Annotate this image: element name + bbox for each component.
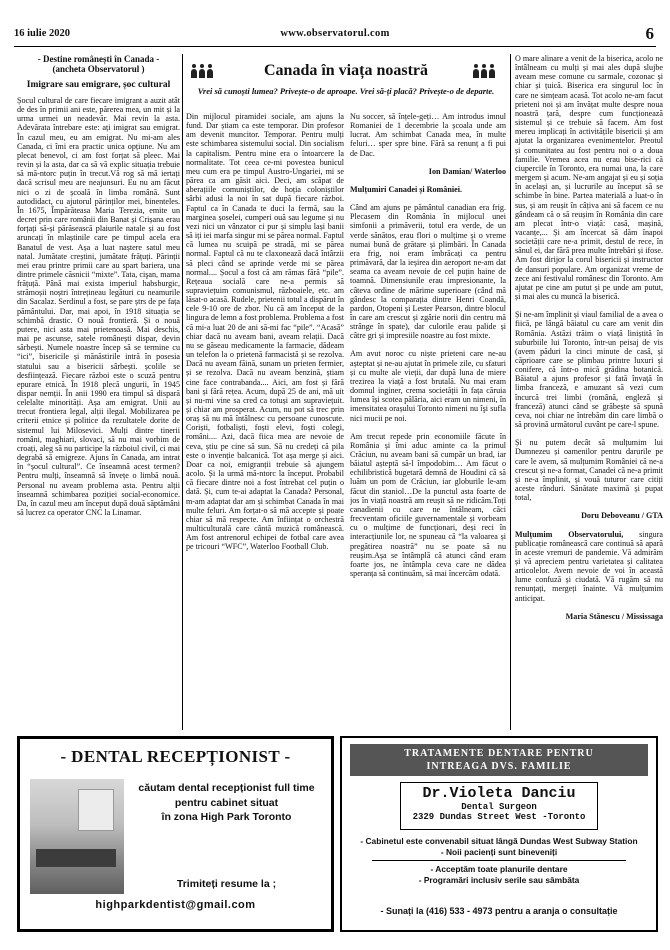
clinic-address: 2329 Dundas Street West -Toronto bbox=[412, 812, 586, 822]
feature-line: - Cabinetul este convenabil situat lângă Dundas West Subway Station bbox=[360, 836, 638, 846]
feature-line: - Acceptăm toate planurile dentare bbox=[430, 864, 568, 875]
ad-line: pentru cabinet situat bbox=[174, 796, 279, 809]
dental-receptionist-ad bbox=[17, 736, 334, 932]
article-body: Din mijlocul piramidei sociale, am ajuns la fund. Dar știam ca este temporar. Din profesor am devenit muncitor. Temporar. Pentru mulți este schimbarea sistemului social. Din socialism la capitalism. Pentru mine era o întoarcere la normalitate. Tot ceea ce-mi povestea bunicul meu cum era pe timpul Austro-Ungariei, mi se părea ca am găsit aici. Deci, am scăpat de aberațiile comuniștilor, de hoția coloniștilor sârbi adusi la noi în sat după fiecare război. Faptul ca în Canada te duci la fermă, sau la marginea șoselei, cumperi ouă sau legume și nu vezi nici un vânzator ci pur și simplu lași banii să iți iei marfa singur mi se părea normal. Faptul că lumea nu scuipă pe stradă, mi se părea normal. Faptul că nu te claxonează dacă întârzii să pleci când se aprinde verde mi se părea normal.... Șocul a fost că am rămas fără “pile”. Rețeaua socială care ne-a permis să supraviețuim comunismul, războaiele, etc. am lăsat-o acasă. Rudele, prietenii totul a dispărut în cele 9-10 ore de zbor. Nu că am început de la lingura de lemn a fost problema. Problema a fost că mi-a luat 20 de ani să-mi fac “pile”. “Acasă” chiar dacă nu aveam bani, aveam relații. Dacă nu se găseau medicamente la farmacie, dădeam un telefon la o prietenă farmacistă și se rezolva. Dacă nu aveam făină, sunam un prieten fermier, și se rezolva. Dacă nu aveam benzină, știam cine face contrabanda.... Aici, am fost și fără bani și fără rețea. Acum, după 25 de ani, mă uit și nu-mi vine sa cred ca totuși am supraviețuit. și chiar am prosperat. Acum, nu pot să trec prin oraș să nu mă întâlnesc cu persoane cunoscute. Coriști, fotbaliști, foști elevi, foști colegi, români.... Azi, dacă fiica mea are nevoie de ceva, știu pe cine să sun. Să nu credeți că pila este o invenție balcanică. Tot așa merge și aici. Doar ca noi, emigranții trebuie să ajungem acolo. Și la urmă mă-ntorc la început. Probabil că fiecare dintre noi a fost întrebat cel puțin o dată. Și, cum te-ai adaptat la Canada? Personal, m-am adaptat dar am și schimbat Canada în mai multe feluri. Am forțat-o să mă accepte și poate chiar să mă respecte. Am înființat o orchestră multiculturală care cântă muzică românească. Am fost antrenorul echipei de fotbal care avea pe tricouri “WFC”, Waterloo Football Club. bbox=[186, 112, 344, 552]
people-icon bbox=[190, 64, 220, 84]
ad-banner-line: INTREAGA DVS. FAMILIE bbox=[426, 761, 572, 772]
series-subtitle: (ancheta Observatorul ) bbox=[52, 64, 145, 74]
article-title: Mulțumiri Canadei și României. bbox=[350, 184, 462, 194]
article-body: Nu soccer, să înțele-geți… Am introdus imnul Romaniei de 1 decembrie la școala unde am lucrat. Am schimbat Canada mea, în multe feluri… sper spre bine. Fără sa renunț a fi pui de Dac. bbox=[350, 112, 506, 158]
doctor-name: Dr.Violeta Danciu bbox=[422, 785, 576, 802]
reception-desk-image bbox=[36, 849, 116, 867]
issue-date: 16 iulie 2020 bbox=[14, 28, 71, 39]
ad-banner-line: TRATAMENTE DENTARE PENTRU bbox=[404, 748, 594, 759]
article-title: Mulțumim Observatorului, bbox=[515, 529, 624, 539]
ad-line: în zona High Park Toronto bbox=[161, 811, 292, 823]
page-number: 6 bbox=[645, 24, 654, 43]
site-url[interactable]: www.observatorul.com bbox=[280, 28, 390, 39]
ad-line: căutam dental recepționist full time bbox=[138, 782, 315, 794]
article-body: Am avut noroc cu niște prieteni care ne-au așteptat și ne-au ajutat în primele zile, cu sfaturi și cu multe ale vieții, dar după luna de miere trezirea la viață a fost brutală. Nu mai eram domnul inginer, crema societății în fața căruia lumea își scotea pălăria, aici eram un nimeni, în imensitatea orașului Toronto nimeni nu îşi sufla nici mucii pe noi. bbox=[350, 349, 506, 423]
ad-resume-label: Trimiteți resume la ; bbox=[176, 878, 277, 890]
author-signature: Maria Stănescu / Mississaga bbox=[565, 611, 663, 621]
ad-banner bbox=[350, 744, 648, 776]
article-continuation bbox=[186, 112, 344, 732]
article-multumiri bbox=[350, 112, 506, 732]
article-heading bbox=[17, 54, 180, 90]
clinic-features bbox=[352, 836, 646, 885]
article-body: Șocul cultural de care fiecare imigrant a auzit atât de des în primii ani este, părerea mea, un mit și la urma urmei un neadevăr. Mai revin la asta. Adevărata întrebare este: ați imigrat sau emigrat. În cazul meu, eu am emigrat. Nu mi-am ales Canada, ci îmi era practic unica opțiune. Nu am plecat benevol, ci am fost forțat să pleec. Mai revin și la asta, dar ca să vă explic situația trebuie să mă-ntorc puțin în trecut.Vă rog să mă iertați dacă scrisul meu are neajunsuri. Eu nu am făcut nici o zi de școală în limba română. Sunt autodidact, cu ajutorul părinților mei, binenteles. În 1675, Împărăteasa Maria Terezia, emite un decret prin care românii din Banat și Crișana erau forțați să-și părăsească plaiurile natale și au fost aruncați în mlaștinile care pe timpul acela era Banatul de vest. Așa a luat naștere satul meu natal. Jumătate creștini, jumătate frățuți. Părinții mei erau printre primii care au spart bariera, una dintre primele căsnicii “mixte”. Tata, cişan, mama frățuță. Până mai exista imperiul habsburgic, strămoșii noștri întrețineau legături cu neamurile din Sacalaz. Serdinul a fost, se pare ștrs de pe fața pământului. Dar, mai apoi, în 1918 situația se schimbă drastic. O nouă frontieră. Și o nouă putere, nici asta mai prietenoasă. Mai deschis, mai pe ascunse, satele românești dispar, devin sărbești. Numele noastre încep să se termine cu “ici”, bisericile și mănăstirile intră în posesia statului sau a bisericii sârbești. școlile se desființează. Fiecare război este o scuză pentru epurare etnică. În 1918 plecă ungurii, în 1945 dispar nemții. În anii 1990 era timpul să dispară celelalte minorități. Așa am emigrat. Unii au trecut frontiera legal, alții ilegal. Mobilizarea pe criterii etnice și politice da rezultatele dorite de sistemul lui Milosevici. Mulți dintre tinerii români, maghiari, slovaci, să nu mai vorbim de croați, aleg să nu participe la războiul civil, ci mai degrabă să emigreze. Ajuns în Canada, am intrat în “șocul cultural”. Ce înseamnă acest termen? Pentru mulți, înseamnă să învețe o limbă nouă. Personal nu aveam problema asta. Pentru alții înseamnă schimbarea poziției social-economice. Da, în cazul meu am început după două săptămâni să lucrez ca operator CNC la Linamar. bbox=[17, 96, 180, 518]
article-body: Și ne-am împlinit și viaul familial de a avea o fiică, pe lângă băiatul cu care am venit din România. Astăzi trăim o viață liniștită în suburbiile lui Toronto, într-un peisaj de vis (avem păduri la cinci minute de casă, și căprioare care se plimbau printre luxuri și conifere, că într-o mică grădina botanică. Băiatul a ajuns profesor și fată învață în limba franceză, e amuzant să vezi cum încurcă trei limbi (română, engleză și franceză) atunci când se grăbește să spună ceva, noi chiar ne întrebăm din care limbă o să provină următorul cuvânt pe care-l spune. bbox=[515, 310, 663, 430]
article-body: Și nu putem decât să mulțumim lui Dumnezeu și oamenilor pentru darurile pe care le avem, să mulțumim României că ne-a crescut și ne-a format, Canadei că ne-a primit și ne-a împlinit, și vouă tuturor care citiți aceste rânduri. Sănătate maximă și pupat total, bbox=[515, 438, 663, 503]
dental-clinic-ad bbox=[340, 736, 658, 932]
people-icon bbox=[472, 64, 502, 84]
article-body: O mare alinare a venit de la biserica, acolo ne întâlneam cu mulți și mai ales după slujbe aveam mese comune cu sarmale, cozonac și chiar și țuică. Biserica era singurul loc în care ne simțeam acasă. Tot acolo ne-am facut prieteni noi și am învățat multe despre noua noastră țară, despre cum funcționează sistemul și ce trebuie să facem. Am fost mereu implicați în activitățile bisericii și am ajutat la organizarea evenimentelor. Preotul și comunitatea au fost pentru noi o a doua familie. Vremea acea nu erau bise-rici că ciupercile în Toronto, era numai una, la care mergem și acum. Ne-am angajat și eu și soția în același an, și lucrurile au început să se schimbe în bine. Partea materială a luat-o în sus, și am reușit în câțiva ani să facem ce nu gândeam că o să reușim în România din care am plecat într-o viață: casă, mașină, vacanțe,... Și am încercat să dăm înapoi societății care ne-a primit, destul de rece, în sânul ei, dar fără prea multe întrebări și ifose. Am fost dirijor la corul bisericii și instructor de dansuri populare. Am organizat vreme de zece ani festivalul românesc din Toronto. Am ajutat pe cine am putut și pe unde am putut, și mai ales cu muncă la biserică. bbox=[515, 54, 663, 302]
window-image bbox=[78, 789, 114, 831]
article-continuation-2 bbox=[515, 54, 663, 730]
doctor-card bbox=[400, 782, 598, 830]
article-title: Imigrare sau emigrare, șoc cultural bbox=[26, 80, 171, 90]
office-photo bbox=[30, 779, 124, 894]
header-rule bbox=[14, 46, 656, 47]
article-body: Am trecut repede prin economiile făcute în România și îmi aduc aminte ca la primul Crăciun, nu aveam bani să cumpăr un brad, iar băiatul așteptă să-l împodobim… Am făcut o echilibristică bugetară demnă de Houdini că să luăm un pom de Crăciun, iar globurile le-am făcut din staniol…De la punctul asta foarte de jos în viață noastră am reușit să ne ridicăm.Toți canadienii cu care ne întâlneam, căci frecventam oficiile guvernamentale și vorbeam cu o mulțime de funcționari, deși reci în interacțiunile lor, ne spuneau că “la valoarea și pregătirea noastră” nu se poate să nu reușim.Așa se întâmplă că atunci când eram foarte jos, ne întâmpla ceva care ne dădea speranța să continuăm, să mai încercăm odată. bbox=[350, 431, 506, 579]
column-divider bbox=[182, 54, 183, 730]
clinic-phone[interactable]: - Sunați la (416) 533 - 4973 pentru a aranja o consultație bbox=[380, 906, 618, 916]
section-banner bbox=[186, 56, 506, 106]
divider bbox=[372, 860, 626, 861]
feature-line: - Programări inclusiv serile sau sâmbăta bbox=[418, 874, 580, 885]
article-imigrare bbox=[17, 54, 180, 730]
section-title: Canada în viața noastră bbox=[263, 62, 429, 79]
feature-line: - Noii pacienți sunt bineveniți bbox=[440, 846, 558, 857]
ad-email-link[interactable]: highparkdentist@gmail.com bbox=[95, 899, 256, 911]
section-tagline: Vrei să cunoști lumea? Privește-o de aproape. Vrei să-ți placă? Privește-o de departe. bbox=[197, 86, 495, 96]
article-body: singura publicație românească care continuă să apară în aceste vremuri de pandemie. Vă admirăm și vă apreciem pentru varietatea și calitatea articolelor. Avem nevoie de voi în această lume confuză și ciudată. Vă rugăm să nu renunțați, mergeți înainte. Vă mulțumim anticipat. bbox=[515, 529, 663, 603]
series-title: - Destine românești în Canada - bbox=[37, 54, 160, 64]
author-signature: Doru Deboveanu / GTA bbox=[581, 511, 663, 521]
page-header bbox=[14, 24, 656, 48]
column-divider bbox=[510, 54, 511, 730]
doctor-role: Dental Surgeon bbox=[461, 802, 537, 812]
article-body: Când am ajuns pe pământul canadian era frig. Plecasem din România în mijlocul unei simfonii a primăverii, totul era verde, de un verde sănătos, erau flori o mulțime și o vreme numai bună de grătare și plimbări. În Canada era frig, noi eram îmbrăcați ca pentru primăvară, dar la ieșirea din aeroport ne-am dat seama ca aveam nevoie de cel puțin haine de toamnă. Dimensiunile erau impresionante, la câteva ordine de mărime superioare (când mă gândesc la comparația dintre Henri Coandă, pardon, Otopeni și Lester Pearson, dintre blocul în care am crescut și zgârie norii din centru mă strânge în spate), dar culorile erau palide și câtre gri și impresiile noastre au fost mixte. bbox=[350, 203, 506, 341]
author-signature: Ion Damian/ Waterloo bbox=[428, 166, 506, 176]
ad-headline: - DENTAL RECEPȚIONIST - bbox=[60, 747, 291, 766]
ad-description bbox=[128, 781, 325, 825]
